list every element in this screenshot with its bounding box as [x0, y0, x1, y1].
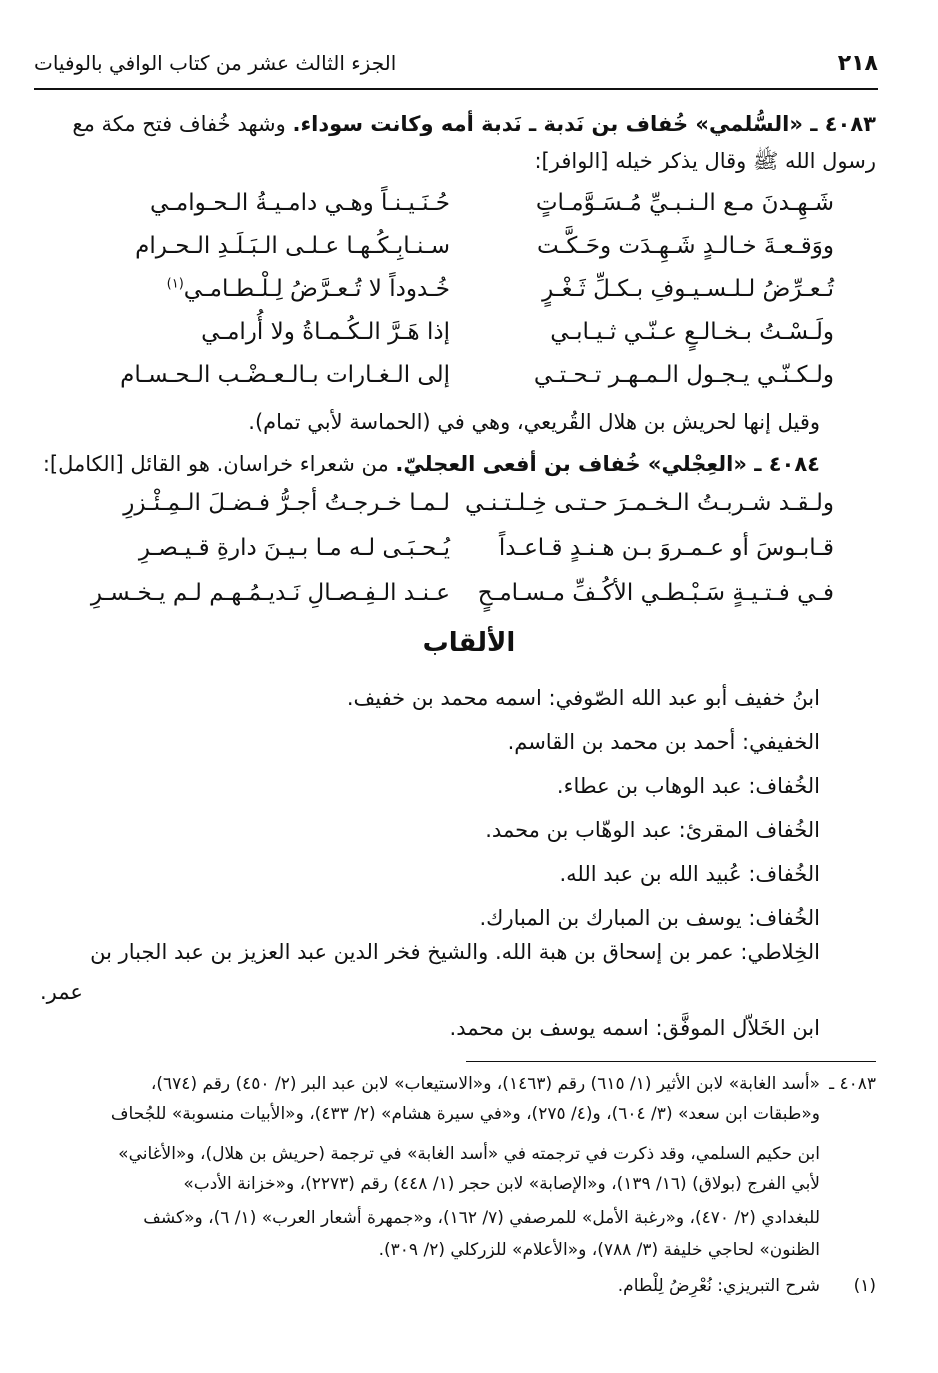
verse-row: [90, 362, 834, 402]
verse-row: [90, 535, 834, 575]
entry-4083-text: وشهد خُفاف فتح مكة مع: [72, 112, 286, 136]
verse-row: [90, 190, 834, 230]
attribution-note: وقيل إنها لحريش بن هلال القُريعي، وهي في (الحماسة لأبي تمام).: [248, 410, 820, 434]
title-entry: الخُفاف: عبد الوهاب بن عطاء.: [556, 774, 820, 798]
footnote-line: ابن حكيم السلمي، وقد ذكرت في ترجمته في «أسد الغابة» في ترجمة (حريش بن هلال)، و«الأغاني»: [118, 1144, 820, 1164]
entry-4083-intro: رسول الله ﷺ وقال يذكر خيله [الوافر]:: [534, 149, 876, 173]
verse-first-hemistich: ولَـسْـتُ بـخـالـعٍ عـنّـي ثـيـابـي: [550, 319, 834, 345]
verse-first-hemistich: تُـعـرِّضُ لـلـسـيـوفِ بـكـلِّ ثَـغْـرٍ: [542, 276, 834, 302]
verse-first-hemistich: قـابـوسَ أو عـمـروَ بـن هـنـدٍ قـاعـداً: [498, 535, 834, 561]
verse-text: خُـدوداً لا تُـعـرَّضُ لِـلْـطـامـي: [183, 276, 450, 302]
verse-row: [90, 319, 834, 359]
verse-second-hemistich: لـمـا خـرجـتُ أجـرُّ فـضـلَ الـمِـئْـزرِ: [123, 490, 450, 516]
footnote-line: و«طبقات ابن سعد» (٣/ ٦٠٤)، و(٤/ ٢٧٥)، و«في سيرة هشام» (٢/ ٤٣٣)، و«الأبيات منسوبة» للجُحاف: [110, 1104, 820, 1124]
verse-first-hemistich: ولـقـد شـربـتُ الـخـمـرَ حـتـى خِـلـتـنـي: [464, 490, 834, 516]
footnote-line: الظنون» لحاجي خليفة (٣/ ٧٨٨)، و«الأعلام» للزركلي (٢/ ٣٠٩).: [378, 1240, 820, 1260]
title-entry: الخُفاف: عُبيد الله بن عبد الله.: [559, 862, 820, 886]
verse-first-hemistich: ولـكـنّـي يـجـول الـمـهـر تـحـتـي: [533, 362, 834, 388]
verse-first-hemistich: فـي فـتـيـةٍ سَـبْـطـي الأكُـفِّ مـسـامـحٍ: [477, 580, 834, 606]
verse-row: [90, 276, 834, 316]
title-entry: ابن الخَلاّل الموفَّق: اسمه يوسف بن محمد.: [449, 1016, 820, 1040]
verse-second-hemistich: يُـحـبَـى لـه مـا بـيـنَ دارةِ قـيـصـرِ: [138, 535, 450, 561]
footnote-separator: [466, 1061, 876, 1062]
title-entry-continuation: عمر.: [40, 980, 83, 1004]
verse-second-hemistich: حُـنَـيـنـاً وهـي دامـيـةُ الـحـوامـي: [150, 190, 450, 216]
footnote-number: (١): [853, 1276, 876, 1296]
entry-4083-heading: [40, 112, 876, 136]
title-entry: ابنُ خفيف أبو عبد الله الصّوفي: اسمه محمد بن خفيف.: [346, 686, 820, 710]
page-number: ٢١٨: [837, 50, 878, 76]
entry-4084-name: ٤٠٨٤ ـ «العِجْلي» خُفاف بن أفعى العجليّ.: [395, 452, 820, 476]
verse-second-hemistich: إذا هَـرَّ الـكُـمـاةُ ولا أُرامـي: [201, 319, 450, 345]
verse-first-hemistich: ووَقـعـةَ خـالـدٍ شَـهِـدَت وحَـكَّـت: [537, 233, 834, 259]
entry-4084-heading: [40, 452, 820, 476]
verse-row: [90, 580, 834, 620]
footnote-line: لأبي الفرج (بولاق) (١٦/ ١٣٩)، و«الإصابة» لابن حجر (١/ ٤٤٨) رقم (٢٢٧٣)، و«خزانة الأدب»: [183, 1174, 820, 1194]
title-entry: الخِلاطي: عمر بن إسحاق بن هبة الله. والشيخ فخر الدين عبد العزيز بن عبد الجبار بن: [90, 940, 820, 964]
section-heading: الألقاب: [422, 628, 516, 658]
running-title: الجزء الثالث عشر من كتاب الوافي بالوفيات: [34, 51, 397, 75]
verse-second-hemistich: إلى الـغـارات بـالـعـضْـب الـحـسـام: [120, 362, 450, 388]
title-entry: الخفيفي: أحمد بن محمد بن القاسم.: [507, 730, 820, 754]
footnote-line: «أسد الغابة» لابن الأثير (١/ ٦١٥) رقم (١٤٦٣)، و«الاستيعاب» لابن عبد البر (٢/ ٤٥٠) رقم (٦٧٤)،: [150, 1074, 820, 1094]
entry-4083-name: ٤٠٨٣ ـ «السُّلمي» خُفاف بن نَدبة ـ نَدبة أمه وكانت سوداء.: [292, 112, 876, 136]
title-entry: الخُفاف المقرئ: عبد الوهّاب بن محمد.: [485, 818, 820, 842]
entry-4084-text: من شعراء خراسان. هو القائل [الكامل]:: [42, 452, 389, 476]
title-entry: الخُفاف: يوسف بن المبارك بن المبارك.: [479, 906, 820, 930]
verse-second-hemistich: [90, 276, 450, 316]
footnote-line: للبغدادي (٢/ ٤٧٠)، و«رغبة الأمل» للمرصفي (٧/ ١٦٢)، و«جمهرة أشعار العرب» (١/ ٦)، و«كشف: [143, 1208, 820, 1228]
verse-second-hemistich: سـنـابِـكُـهـا عـلـى الـبَـلَـدِ الـحـرام: [135, 233, 450, 259]
verse-first-hemistich: شَـهِـدنَ مـع الـنـبـيِّ مُـسَـوَّمـاتٍ: [535, 190, 834, 216]
footnote-line: شرح التبريزي: نُعْرِضُ لِلْطام.: [617, 1276, 820, 1296]
footnote-number: ٤٠٨٣ ـ: [829, 1074, 876, 1094]
page-header: [34, 38, 878, 90]
footnote-marker: (١): [166, 276, 184, 292]
verse-second-hemistich: عـنـد الـفِـصـالِ نَـديـمُـهـم لـم يـخـسـرِ: [90, 580, 450, 606]
verse-row: [90, 233, 834, 273]
verse-row: [90, 490, 834, 530]
